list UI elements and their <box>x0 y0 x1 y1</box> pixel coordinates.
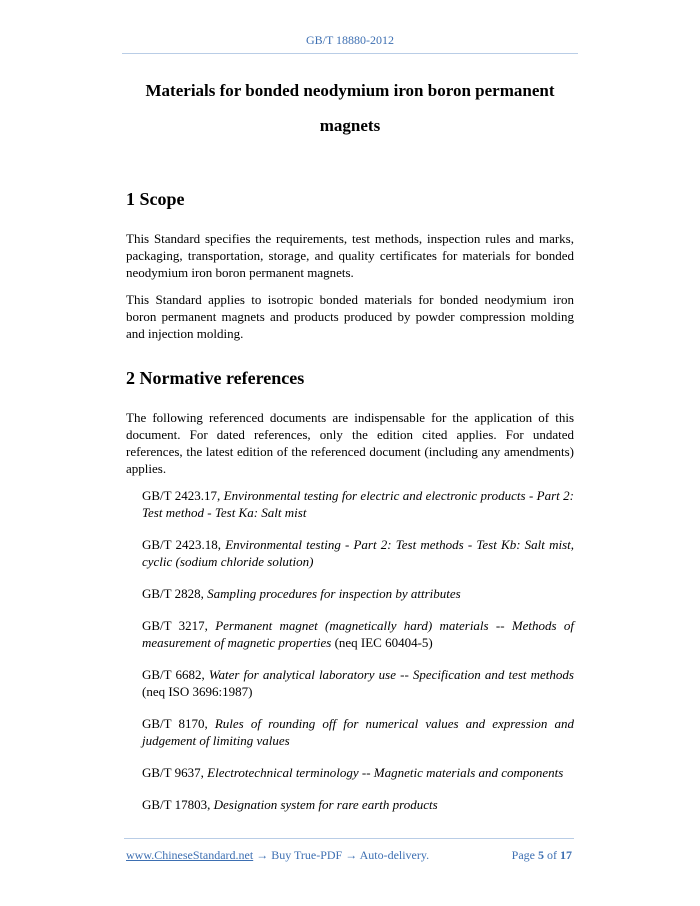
reference-item <box>142 487 574 521</box>
reference-item <box>142 796 574 813</box>
reference-title: Rules of rounding off for numerical values and expression and judgement of limiting values <box>142 716 574 748</box>
reference-title: Sampling procedures for inspection by attributes <box>207 586 461 601</box>
reference-code: GB/T 3217, <box>142 618 216 633</box>
section-heading-scope: 1 Scope <box>126 189 185 209</box>
reference-note: (neq IEC 60404-5) <box>331 635 433 650</box>
page-total: 17 <box>560 848 572 862</box>
reference-code: GB/T 6682, <box>142 667 209 682</box>
page-current: 5 <box>538 848 544 862</box>
title-line-2: magnets <box>319 116 381 135</box>
reference-item <box>142 715 574 749</box>
page-footer <box>126 848 574 863</box>
reference-code: GB/T 8170, <box>142 716 215 731</box>
header-divider <box>122 53 578 54</box>
page-header: GB/T 18880-2012 <box>305 33 395 47</box>
reference-code: GB/T 17803, <box>142 797 214 812</box>
footer-divider <box>124 838 574 839</box>
reference-title: Water for analytical laboratory use -- Specification and test methods <box>208 667 574 682</box>
page-indicator <box>512 848 572 863</box>
title-line-1: Materials for bonded neodymium iron boron permanent <box>145 81 555 100</box>
scope-paragraph-2: This Standard applies to isotropic bonded materials for bonded neodymium iron boron permanent magnets and products produced by powder compression molding and injection molding. <box>126 292 574 341</box>
reference-title: Permanent magnet (magnetically hard) materials -- Methods of measurement of magnetic properties <box>142 618 574 650</box>
reference-code: GB/T 2828, <box>142 586 208 601</box>
reference-note: (neq ISO 3696:1987) <box>142 684 253 699</box>
reference-item <box>142 617 574 651</box>
reference-item <box>142 764 574 781</box>
reference-code: GB/T 2423.18, <box>142 537 226 552</box>
references-list <box>142 487 574 813</box>
reference-title: Environmental testing for electric and electronic products - Part 2: Test method - Test Ka: Salt mist <box>142 488 574 520</box>
reference-code: GB/T 9637, <box>142 765 208 780</box>
reference-title: Environmental testing - Part 2: Test methods - Test Kb: Salt mist, cyclic (sodium chloride solution) <box>142 537 574 569</box>
reference-item <box>142 536 574 570</box>
page-content <box>126 187 574 813</box>
reference-title: Designation system for rare earth products <box>213 797 438 812</box>
section-heading-normative-references: 2 Normative references <box>126 368 305 388</box>
footer-text: → Buy True-PDF → Auto-delivery. <box>253 848 430 862</box>
reference-title: Electrotechnical terminology -- Magnetic materials and components <box>207 765 564 780</box>
page-label: Page <box>511 848 538 862</box>
scope-paragraph-1: This Standard specifies the requirements, test methods, inspection rules and marks, packaging, transportation, storage, and quality certificates for materials for bonded neodymium iron boron permanent magnets. <box>126 231 574 280</box>
page-of: of <box>544 848 560 862</box>
reference-item <box>142 666 574 700</box>
store-link[interactable]: www.ChineseStandard.net <box>126 848 254 862</box>
references-intro: The following referenced documents are indispensable for the application of this document. For dated references, only the edition cited applies. For undated references, the latest edition of the referenced document (including any amendments) applies. <box>126 410 574 476</box>
reference-code: GB/T 2423.17, <box>142 488 224 503</box>
reference-item <box>142 585 574 602</box>
document-title <box>100 73 600 143</box>
